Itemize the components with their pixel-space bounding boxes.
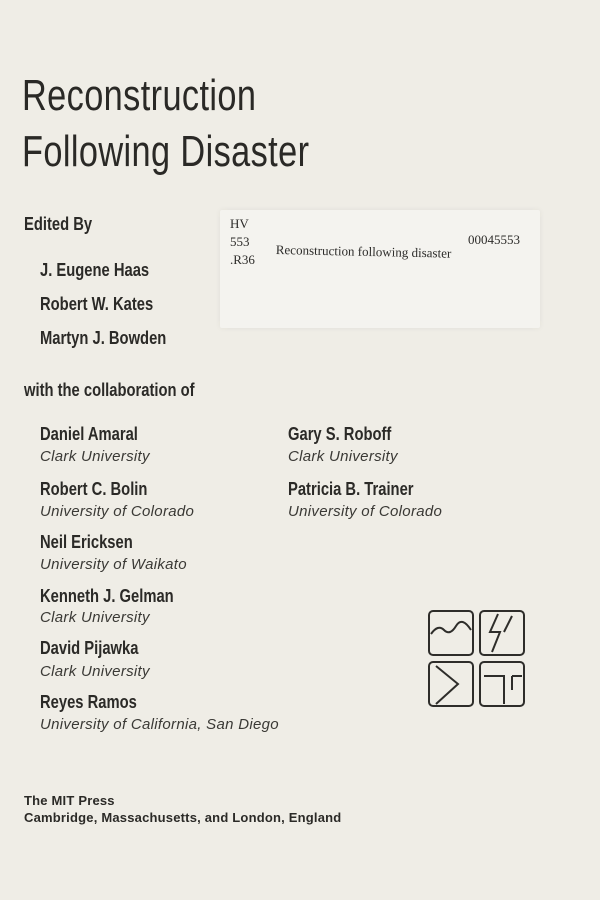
collaborator-name: Kenneth J. Gelman (40, 586, 174, 606)
editor-name: J. Eugene Haas (40, 260, 150, 280)
call-number-line: HV (230, 216, 249, 231)
collaborator-name: Reyes Ramos (40, 692, 137, 712)
label-title: Reconstruction following disaster (275, 242, 452, 261)
edited-by-label: Edited By (24, 214, 93, 234)
publisher-location: Cambridge, Massachusetts, and London, England (24, 810, 342, 825)
book-title (22, 68, 309, 180)
collaborator-affiliation: Clark University (40, 448, 150, 465)
publisher-name: The MIT Press (24, 793, 115, 808)
title-line-1: Reconstruction (22, 71, 257, 120)
collaborator-name: Gary S. Roboff (288, 424, 392, 444)
collaborator-affiliation: University of Colorado (288, 503, 443, 520)
library-call-label (220, 210, 540, 328)
collaborator-affiliation: Clark University (40, 663, 150, 680)
collaborator-affiliation: Clark University (40, 609, 150, 626)
collaborator-name: Robert C. Bolin (40, 479, 148, 499)
collaborator-name: Daniel Amaral (40, 424, 138, 444)
call-number-line: 553 (230, 234, 250, 249)
collaborator-affiliation: University of California, San Diego (40, 716, 279, 733)
barcode-number: 00045553 (468, 232, 520, 247)
collaborator-name: David Pijawka (40, 638, 139, 658)
call-number-line: .R36 (230, 252, 255, 267)
collaborator-name: Neil Ericksen (40, 532, 133, 552)
collaborator-affiliation: Clark University (288, 448, 398, 465)
collaborator-name: Patricia B. Trainer (288, 479, 414, 499)
title-line-2: Following Disaster (22, 127, 310, 176)
editor-name: Martyn J. Bowden (40, 328, 167, 348)
collaborator-affiliation: University of Colorado (40, 503, 195, 520)
collaborator-affiliation: University of Waikato (40, 556, 187, 573)
collaboration-label: with the collaboration of (24, 380, 195, 400)
editor-name: Robert W. Kates (40, 294, 154, 314)
four-panel-disaster-emblem-icon (428, 610, 528, 710)
